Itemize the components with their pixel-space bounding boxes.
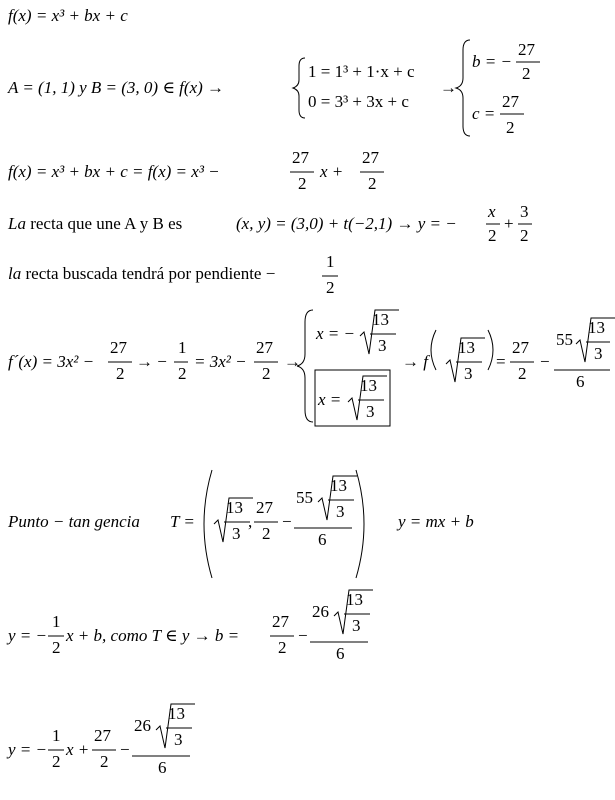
left-brace <box>293 58 305 118</box>
equation-line-9: y = − <box>8 740 47 759</box>
sqrt-num: 13 <box>226 498 243 517</box>
frac-den: 2 <box>368 174 377 193</box>
frac-den: 2 <box>262 524 271 543</box>
coef-26: 26 <box>134 716 151 735</box>
equation-line-8b: x + b, como T ∈ y → b = <box>66 626 240 645</box>
tangent-label: Punto − tan gencia <box>8 512 140 531</box>
frac-den: 2 <box>520 226 529 245</box>
equation-line-2-left: A = (1, 1) y B = (3, 0) ∈ f(x) → <box>8 78 225 97</box>
equation-line-5: la recta buscada tendrá por pendiente − <box>8 264 276 283</box>
frac-num: 1 <box>52 726 61 745</box>
left-brace <box>456 40 470 136</box>
paren <box>431 330 436 370</box>
frac-den: 2 <box>116 364 125 383</box>
sqrt-num: 13 <box>168 704 185 723</box>
equation-line-1: f(x) = x³ + bx + c <box>8 6 128 25</box>
frac-den: 2 <box>278 638 287 657</box>
arrow: → <box>284 352 301 371</box>
equals: = <box>496 352 506 371</box>
line-equation: y = mx + b <box>398 512 474 531</box>
equation-line-8: y = − <box>8 626 47 645</box>
sqrt-num: 13 <box>588 318 605 337</box>
frac-num: 27 <box>256 498 273 517</box>
sqrt-num: 13 <box>330 476 347 495</box>
frac-den: 2 <box>178 364 187 383</box>
frac-num: 1 <box>326 252 335 271</box>
equation-line-3: f(x) = x³ + bx + c = f(x) = x³ − <box>8 162 220 181</box>
frac-num: 1 <box>178 338 187 357</box>
sqrt-den: 3 <box>352 616 361 635</box>
frac-den: 2 <box>100 752 109 771</box>
frac-den: 2 <box>518 364 527 383</box>
result-b: b = − <box>472 52 512 71</box>
frac-num: 27 <box>292 148 309 167</box>
frac-num: x <box>488 202 496 221</box>
solution-pos: x = <box>318 390 342 409</box>
minus: − <box>282 512 292 531</box>
paren <box>356 470 364 578</box>
sqrt-num: 13 <box>360 376 377 395</box>
frac-den: 2 <box>506 118 515 137</box>
sqrt-den: 3 <box>366 402 375 421</box>
frac-num: 27 <box>502 92 519 111</box>
denominator-6: 6 <box>576 372 585 391</box>
sqrt-den: 3 <box>594 344 603 363</box>
frac-den: 2 <box>262 364 271 383</box>
frac-den: 2 <box>326 278 335 297</box>
solution-neg: x = − <box>316 324 355 343</box>
coef-55: 55 <box>296 488 313 507</box>
sqrt-den: 3 <box>336 502 345 521</box>
denominator-6: 6 <box>336 644 345 663</box>
frac-num: 27 <box>272 612 289 631</box>
frac-den: 2 <box>52 638 61 657</box>
coef-55: 55 <box>556 330 573 349</box>
frac-num: 27 <box>362 148 379 167</box>
frac-num: 1 <box>52 612 61 631</box>
tangent-T: T = <box>170 512 195 531</box>
frac-num: 27 <box>518 40 535 59</box>
sqrt-num: 13 <box>346 590 363 609</box>
frac-den: 2 <box>52 752 61 771</box>
coef-26: 26 <box>312 602 329 621</box>
system-eq-2: 0 = 3³ + 3x + c <box>308 92 409 111</box>
frac-den: 2 <box>298 174 307 193</box>
sqrt-den: 3 <box>232 524 241 543</box>
comma: , <box>248 512 253 531</box>
denominator-6: 6 <box>158 758 167 777</box>
equation-line-4-eq: (x, y) = (3,0) + t(−2,1) → y = − <box>236 214 457 233</box>
equation-line-3b: x + <box>320 162 344 181</box>
frac-den: 2 <box>488 226 497 245</box>
plus: + <box>504 214 514 233</box>
result-c: c = <box>472 104 496 123</box>
sqrt-den: 3 <box>174 730 183 749</box>
frac-num: 27 <box>94 726 111 745</box>
frac-num: 27 <box>512 338 529 357</box>
frac-num: 3 <box>520 202 529 221</box>
equation: = 3x² − <box>194 352 247 371</box>
minus: − <box>540 352 550 371</box>
frac-den: 2 <box>522 64 531 83</box>
sqrt-num: 13 <box>372 310 389 329</box>
minus: − <box>298 626 308 645</box>
sqrt-num: 13 <box>458 338 475 357</box>
paren <box>204 470 212 578</box>
denominator-6: 6 <box>318 530 327 549</box>
arrow: → <box>440 78 457 97</box>
equation-line-6: f´(x) = 3x² − <box>8 352 95 371</box>
equation-line-9b: x + <box>66 740 90 759</box>
equation-line-4: La recta que une A y B es <box>8 214 183 233</box>
sqrt-den: 3 <box>464 364 473 383</box>
frac-num: 27 <box>256 338 273 357</box>
arrow: → − <box>136 352 167 371</box>
paren <box>488 330 493 370</box>
frac-num: 27 <box>110 338 127 357</box>
system-eq-1: 1 = 1³ + 1·x + c <box>308 62 415 81</box>
sqrt-den: 3 <box>378 336 387 355</box>
arrow-f: → f <box>402 352 428 371</box>
minus: − <box>120 740 130 759</box>
